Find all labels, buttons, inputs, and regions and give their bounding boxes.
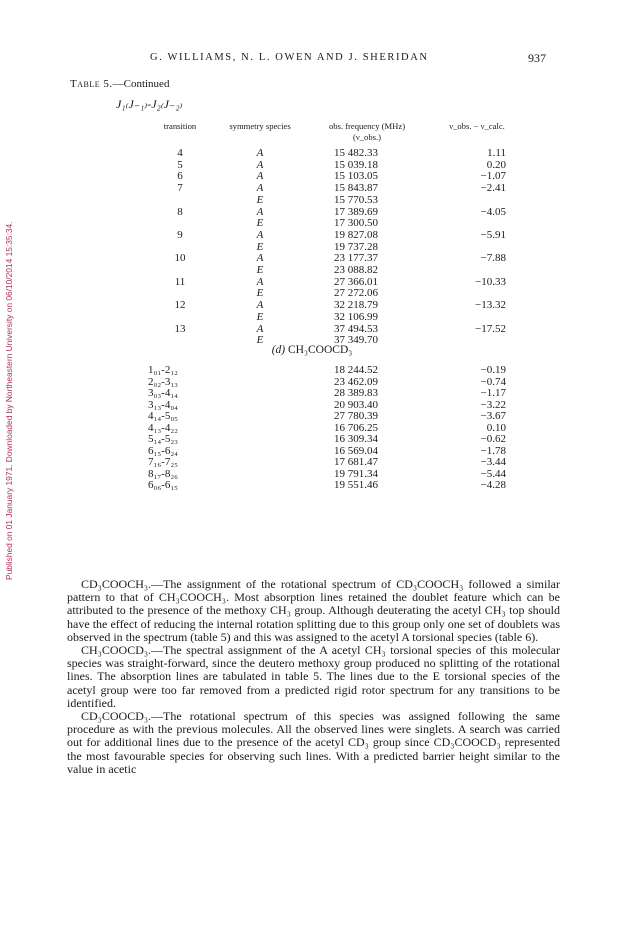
- frequency-cell: 23 177.37: [334, 252, 378, 265]
- difference-cell: −1.78: [480, 444, 506, 457]
- table-caption-label: Table 5.: [70, 78, 113, 90]
- transition-cell: 7: [177, 182, 183, 195]
- transition-cell: 4₁₃-4₂₂: [148, 421, 179, 434]
- header-symmetry: symmetry species: [229, 121, 291, 131]
- transition-cell: 9: [177, 228, 183, 241]
- header-transition: transition: [163, 121, 197, 131]
- transition-cell: 5: [177, 158, 183, 171]
- difference-cell: 1.11: [487, 147, 506, 159]
- symmetry-cell: A: [256, 205, 264, 218]
- paragraph-cd3coocd3: CD₃COOCD₃.—The rotational spectrum of this species was assigned following the same procedure as with the previous molecules. All the observed lines were singlets. A search was carried out for additional lines due to the presence of the acetyl CD₃ group since CD₃COOCD₃ represented the most favourable species for observing such lines. With a predicted barrier height similar to the value in acetic: [67, 709, 560, 776]
- running-head: G. WILLIAMS, N. L. OWEN AND J. SHERIDAN: [150, 52, 429, 63]
- difference-cell: −0.19: [480, 364, 506, 376]
- difference-cell: −5.91: [480, 228, 506, 241]
- difference-cell: −3.22: [480, 398, 506, 411]
- transition-cell: 2₀₂-3₁₃: [148, 375, 179, 388]
- frequency-cell: 16 706.25: [334, 421, 378, 434]
- difference-cell: −4.28: [480, 479, 506, 491]
- symmetry-cell: E: [256, 334, 264, 347]
- header-frequency-sub: (ν_obs.): [353, 132, 381, 142]
- symmetry-cell: E: [256, 193, 264, 206]
- difference-cell: −0.62: [480, 433, 506, 445]
- frequency-cell: 28 389.83: [334, 387, 378, 399]
- header-frequency: obs. frequency (MHz): [328, 121, 406, 131]
- difference-cell: −5.44: [480, 467, 506, 480]
- header-difference: ν_obs. − ν_calc.: [449, 121, 505, 131]
- difference-cell: −17.52: [475, 322, 506, 335]
- frequency-cell: 19 791.34: [334, 467, 378, 480]
- transition-cell: 3₀₃-4₁₄: [148, 387, 179, 399]
- frequency-cell: 37 494.53: [334, 322, 378, 335]
- difference-cell: −0.74: [480, 375, 506, 388]
- frequency-cell: 15 770.53: [334, 193, 378, 206]
- transition-cell: 7₁₆-7₂₅: [148, 456, 179, 468]
- symmetry-cell: E: [256, 264, 264, 276]
- symmetry-cell: A: [256, 147, 264, 159]
- symmetry-cell: A: [256, 170, 264, 183]
- quantum-number-label: J₁₍J₋₁₎-J₂₍J₋₂₎: [116, 97, 183, 111]
- difference-cell: −1.17: [480, 387, 506, 399]
- paragraph-cd3cooch3: CD₃COOCH₃.—The assignment of the rotational spectrum of CD₃COOCH₃ followed a similar pattern to that of CH₃COOCH₃. Most absorption lines retained the doublet feature which can be attributed to the presence of the methoxy CH₃ group. Although deuterating the acetyl CH₃ top should have the effect of reducing the internal rotation splitting due to this group only one set of doublets was observed in the spectrum (table 5) and this was assigned to the acetyl A torsional species (table 6).: [67, 577, 560, 644]
- symmetry-cell: A: [256, 322, 264, 335]
- transition-cell: 10: [174, 252, 186, 265]
- table-caption: [70, 78, 169, 90]
- body-text: [67, 578, 560, 776]
- running-header: [0, 52, 624, 68]
- table-caption-suffix: —Continued: [112, 78, 170, 90]
- frequency-cell: 18 244.52: [334, 364, 378, 376]
- difference-cell: −4.05: [480, 205, 506, 218]
- transition-cell: 1₀₁-2₁₂: [148, 364, 179, 376]
- difference-cell: −1.07: [480, 170, 506, 183]
- difference-cell: −13.32: [475, 299, 506, 312]
- transition-cell: 6: [177, 170, 183, 183]
- symmetry-cell: A: [256, 275, 264, 288]
- symmetry-cell: E: [256, 310, 264, 323]
- difference-cell: 0.10: [486, 421, 506, 434]
- transition-cell: 5₁₄-5₂₃: [148, 433, 179, 445]
- frequency-cell: 19 827.08: [334, 228, 378, 241]
- frequency-cell: 17 389.69: [334, 205, 378, 218]
- difference-cell: 0.20: [486, 158, 506, 171]
- subheading-species: CH₃COOCD₃: [288, 344, 353, 356]
- frequency-cell: 17 681.47: [334, 456, 378, 468]
- frequency-cell: 15 039.18: [334, 158, 378, 171]
- frequency-cell: 19 551.46: [334, 479, 378, 491]
- symmetry-cell: A: [256, 299, 264, 312]
- transition-cell: 6₀₆-6₁₅: [148, 479, 179, 491]
- frequency-cell: 15 843.87: [334, 182, 378, 195]
- frequency-cell: 16 309.34: [334, 433, 378, 445]
- subheading-label: (d): [271, 344, 286, 356]
- transition-cell: 11: [174, 275, 186, 288]
- frequency-cell: 17 300.50: [334, 217, 378, 230]
- symmetry-cell: E: [256, 287, 264, 300]
- frequency-cell: 15 103.05: [334, 170, 378, 183]
- table-row: [0, 479, 624, 492]
- difference-cell: −3.44: [480, 456, 506, 468]
- frequency-cell: 19 737.28: [334, 240, 378, 253]
- frequency-cell: 32 218.79: [334, 299, 378, 312]
- frequency-cell: 23 462.09: [334, 375, 378, 388]
- symmetry-cell: E: [256, 217, 264, 230]
- transition-cell: 6₁₅-6₂₄: [148, 444, 179, 457]
- transition-cell: 3₁₃-4₀₄: [148, 398, 179, 411]
- symmetry-cell: E: [256, 240, 264, 253]
- transition-cell: 4: [177, 147, 183, 159]
- table-header: [0, 120, 624, 150]
- frequency-cell: 27 272.06: [334, 287, 378, 300]
- difference-cell: −10.33: [475, 275, 506, 288]
- symmetry-cell: A: [256, 228, 264, 241]
- download-note: Published on 01 January 1971. Downloaded by Northeastern University on 06/10/2014 15:35:34.: [4, 221, 14, 580]
- frequency-cell: 27 780.39: [334, 410, 378, 422]
- frequency-cell: 16 569.04: [334, 444, 378, 457]
- transition-cell: 12: [174, 299, 186, 312]
- transition-cell: 8: [177, 205, 183, 218]
- difference-cell: −3.67: [480, 410, 506, 422]
- frequency-cell: 37 349.70: [334, 334, 378, 347]
- frequency-cell: 15 482.33: [334, 147, 378, 159]
- transition-cell: 8₁₇-8₂₆: [148, 467, 179, 480]
- symmetry-cell: A: [256, 252, 264, 265]
- subheading-d: [0, 344, 624, 356]
- difference-cell: −2.41: [480, 182, 506, 195]
- frequency-cell: 27 366.01: [334, 275, 378, 288]
- difference-cell: −7.88: [480, 252, 506, 265]
- frequency-cell: 32 106.99: [334, 310, 378, 323]
- transition-cell: 4₁₄-5₀₅: [148, 410, 179, 422]
- paragraph-ch3coocd3: CH₃COOCD₃.—The spectral assignment of the A acetyl CH₃ torsional species of this molecular species was straight-forward, since the deutero methoxy group produced no splitting of the rotational lines. The absorption lines are tabulated in table 5. The lines due to the E torsional species of the acetyl group were too far removed from a predicted rigid rotor spectrum for any transitions to be identified.: [67, 643, 560, 710]
- page-number: 937: [528, 51, 546, 65]
- frequency-cell: 23 088.82: [334, 264, 378, 276]
- frequency-cell: 20 903.40: [334, 398, 378, 411]
- transition-cell: 13: [174, 322, 186, 335]
- symmetry-cell: A: [256, 182, 264, 195]
- symmetry-cell: A: [256, 158, 264, 171]
